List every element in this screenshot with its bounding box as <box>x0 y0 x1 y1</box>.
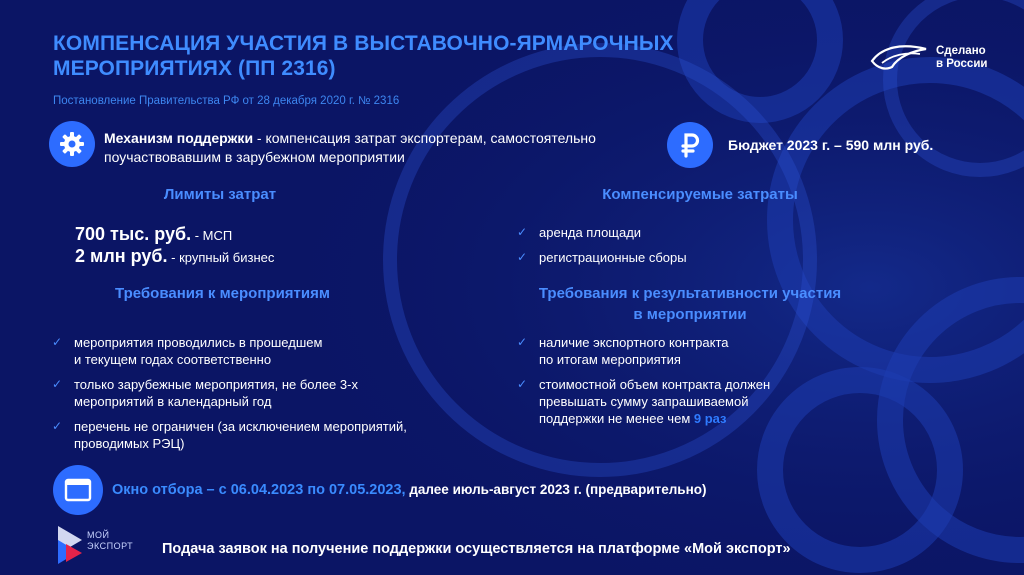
selection-window-extra: далее июль-август 2023 г. (предварительно) <box>405 482 707 497</box>
gear-icon <box>49 121 95 167</box>
selection-window <box>112 482 707 498</box>
list-item-text: мероприятия проводились в прошедшем и текущем годах соответственно <box>74 335 323 367</box>
check-icon: ✓ <box>52 377 63 391</box>
limit-amount: 2 млн руб. <box>75 246 168 266</box>
check-icon: ✓ <box>517 250 528 264</box>
highlight-value: 9 раз <box>693 411 727 426</box>
footer-text: Подача заявок на получение поддержки осуществляется на платформе «Мой экспорт» <box>162 541 791 557</box>
list-item-text: наличие экспортного контракта по итогам мероприятия <box>539 335 729 367</box>
limits-heading: Лимиты затрат <box>163 186 277 203</box>
event-requirements-heading: Требования к мероприятиям <box>115 285 330 302</box>
limit-desc: - крупный бизнес <box>167 250 275 265</box>
check-icon: ✓ <box>517 335 528 349</box>
budget-text: Бюджет 2023 г. – 590 млн руб. <box>728 137 934 153</box>
check-icon: ✓ <box>52 335 63 349</box>
list-item <box>517 376 857 427</box>
list-item-text: перечень не ограничен (за исключением мероприятий, проводимых РЭЦ) <box>74 419 407 451</box>
limit-amount: 700 тыс. руб. <box>75 224 192 244</box>
mechanism-label: Механизм поддержки <box>104 130 254 146</box>
check-icon: ✓ <box>52 419 63 433</box>
regulation-subtitle: Постановление Правительства РФ от 28 декабря 2020 г. № 2316 <box>53 95 400 107</box>
my-export-logo <box>56 520 146 566</box>
list-item-text: регистрационные сборы <box>539 250 687 265</box>
list-item-text: только зарубежные мероприятия, не более 3-х мероприятий в календарный год <box>74 377 358 409</box>
costs-list <box>517 224 817 274</box>
result-requirements-list <box>517 334 857 435</box>
limit-sme <box>75 224 232 245</box>
result-requirements-heading: Требования к результативности участия в мероприятии <box>538 285 842 323</box>
list-item <box>52 334 482 368</box>
costs-heading: Компенсируемые затраты <box>602 186 798 203</box>
ruble-icon <box>667 122 713 168</box>
selection-window-dates: Окно отбора – с 06.04.2023 по 07.05.2023, <box>112 482 406 498</box>
list-item-text: стоимостной объем контракта должен превышать сумму запрашиваемой поддержки не менее чем <box>539 377 771 426</box>
limit-large-business <box>75 246 274 267</box>
page-title: КОМПЕНСАЦИЯ УЧАСТИЯ В ВЫСТАВОЧНО-ЯРМАРОЧНЫХ МЕРОПРИЯТИЯХ (ПП 2316) <box>53 32 674 80</box>
mechanism-description <box>104 129 664 167</box>
list-item <box>52 376 482 410</box>
check-icon: ✓ <box>517 377 528 391</box>
list-item <box>517 224 817 241</box>
event-requirements-list <box>52 334 482 460</box>
list-item-text: аренда площади <box>539 225 642 240</box>
check-icon: ✓ <box>517 225 528 239</box>
made-in-russia-logo <box>868 40 987 76</box>
list-item <box>52 418 482 452</box>
brand-text: Сделано в России <box>936 45 988 70</box>
list-item <box>517 249 817 266</box>
mechanism-text: - компенсация затрат экспортерам, самостоятельно поучаствовавшим в зарубежном мероприятии <box>104 130 596 165</box>
dove-icon <box>868 43 930 73</box>
my-export-logo-text: МОЙ ЭКСПОРТ <box>87 530 134 551</box>
list-item <box>517 334 857 368</box>
browser-window-icon <box>53 465 103 515</box>
limit-desc: - МСП <box>191 228 233 243</box>
